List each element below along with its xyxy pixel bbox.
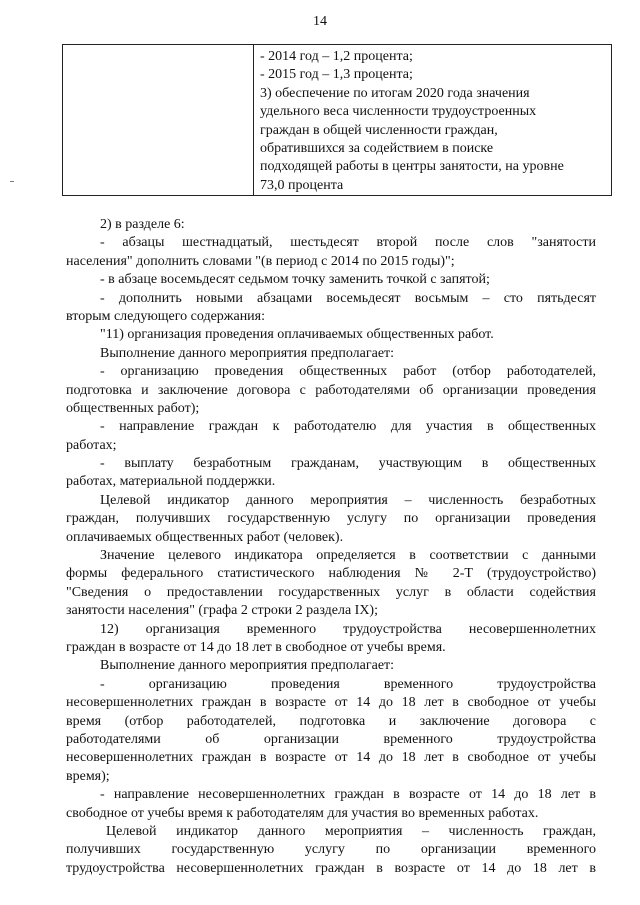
text-line: трудоустройства несовершеннолетних граждан в возрасте от 14 до 18 лет в	[66, 860, 596, 876]
table-text-line: 3) обеспечение по итогам 2020 года значения	[260, 85, 530, 101]
table-cell-text	[254, 45, 611, 195]
text-line: вторым следующего содержания:	[66, 308, 266, 324]
paragraph	[66, 455, 596, 492]
text-line: населения" дополнить словами "(в период с 2014 по 2015 годы)";	[66, 253, 455, 269]
table-text-line: 73,0 процента	[260, 177, 344, 193]
text-line: несовершеннолетних граждан в возрасте от 14 до 18 лет в свободное от учебы	[66, 695, 596, 711]
text-line: - выплату безработным гражданам, участвующим в общественных	[100, 456, 596, 472]
paragraph	[66, 657, 596, 675]
table-text-line: подходящей работы в центры занятости, на уровне	[260, 159, 564, 175]
text-line: Целевой индикатор данного мероприятия – численность граждан,	[106, 823, 596, 839]
paragraph	[66, 418, 596, 455]
text-line: - организацию проведения временного трудоустройства	[100, 676, 596, 692]
text-line: Значение целевого индикатора определяется в соответствии с данными	[100, 548, 596, 564]
text-line: несовершеннолетних граждан в возрасте от 14 до 18 лет в свободное от учебы	[66, 750, 596, 766]
text-line: - организацию проведения общественных работ (отбор работодателей,	[100, 364, 596, 380]
text-line: занятости населения" (графа 2 строки 2 раздела IX);	[66, 603, 378, 619]
table-text-line: удельного веса численности трудоустроенных	[260, 104, 537, 120]
paragraph	[66, 492, 596, 547]
margin-mark	[10, 181, 14, 182]
paragraph	[66, 326, 596, 344]
paragraph	[66, 621, 596, 658]
text-line: оплачиваемых общественных работ (человек).	[66, 529, 344, 545]
text-line: граждан, получивших государственную услугу по организации проведения	[66, 511, 596, 527]
table-text-line: граждан в общей численности граждан,	[260, 122, 498, 138]
text-line: время);	[66, 768, 110, 784]
text-line: - в абзаце восемьдесят седьмом точку заменить точкой с запятой;	[100, 272, 490, 288]
text-line: - абзацы шестнадцатый, шестьдесят второй после слов "занятости	[100, 235, 596, 251]
text-line: Выполнение данного мероприятия предполагает:	[100, 345, 395, 361]
table-text-line: - 2015 год – 1,3 процента;	[260, 67, 413, 83]
text-line: общественных работ);	[66, 400, 200, 416]
table-row	[63, 45, 612, 196]
text-line: работодателями об организации временного трудоустройства	[66, 731, 596, 747]
text-line: получивших государственную услугу по организации временного	[66, 842, 596, 858]
text-line: формы федерального статистического наблюдения № 2-Т (трудоустройство)	[66, 566, 596, 582]
text-line: - направление граждан к работодателю для участия в общественных	[100, 419, 596, 435]
paragraph	[66, 547, 596, 621]
text-line: "11) организация проведения оплачиваемых общественных работ.	[100, 327, 494, 343]
text-line: время (отбор работодателей, подготовка и заключение договора с	[66, 713, 596, 729]
text-line: 12) организация временного трудоустройства несовершеннолетних	[100, 621, 596, 637]
text-line: Выполнение данного мероприятия предполагает:	[100, 658, 395, 674]
page-number: 14	[313, 14, 327, 29]
paragraph	[66, 823, 596, 878]
paragraph	[66, 786, 596, 823]
text-line: Целевой индикатор данного мероприятия – численность безработных	[100, 492, 596, 508]
text-line: - дополнить новыми абзацами восемьдесят восьмым – сто пятьдесят	[100, 290, 596, 306]
text-line: работах, материальной поддержки.	[66, 474, 276, 490]
table-cell-right	[254, 45, 612, 196]
text-line: - направление несовершеннолетних граждан в возрасте от 14 до 18 лет в	[100, 787, 596, 803]
paragraph	[66, 216, 596, 234]
text-line: свободное от учебы время к работодателям для участия во временных работах.	[66, 805, 539, 821]
text-line: подготовка и заключение договора с работодателями об организации проведения	[66, 382, 596, 398]
continuation-table	[62, 44, 612, 196]
table-cell-left	[63, 45, 254, 196]
text-line: работах;	[66, 437, 117, 453]
paragraph	[66, 345, 596, 363]
table-text-line: - 2014 год – 1,2 процента;	[260, 49, 413, 64]
paragraph	[66, 271, 596, 289]
text-line: "Сведения о предоставлении государственных услуг в области содействия	[66, 584, 596, 600]
body-text	[66, 216, 596, 878]
paragraph	[66, 676, 596, 786]
text-line: 2) в разделе 6:	[100, 217, 185, 232]
paragraph	[66, 234, 596, 271]
paragraph	[66, 363, 596, 418]
paragraph	[66, 290, 596, 327]
table-text-line: обратившихся за содействием в поиске	[260, 141, 494, 157]
text-line: граждан в возрасте от 14 до 18 лет в свободное от учебы время.	[66, 639, 446, 655]
